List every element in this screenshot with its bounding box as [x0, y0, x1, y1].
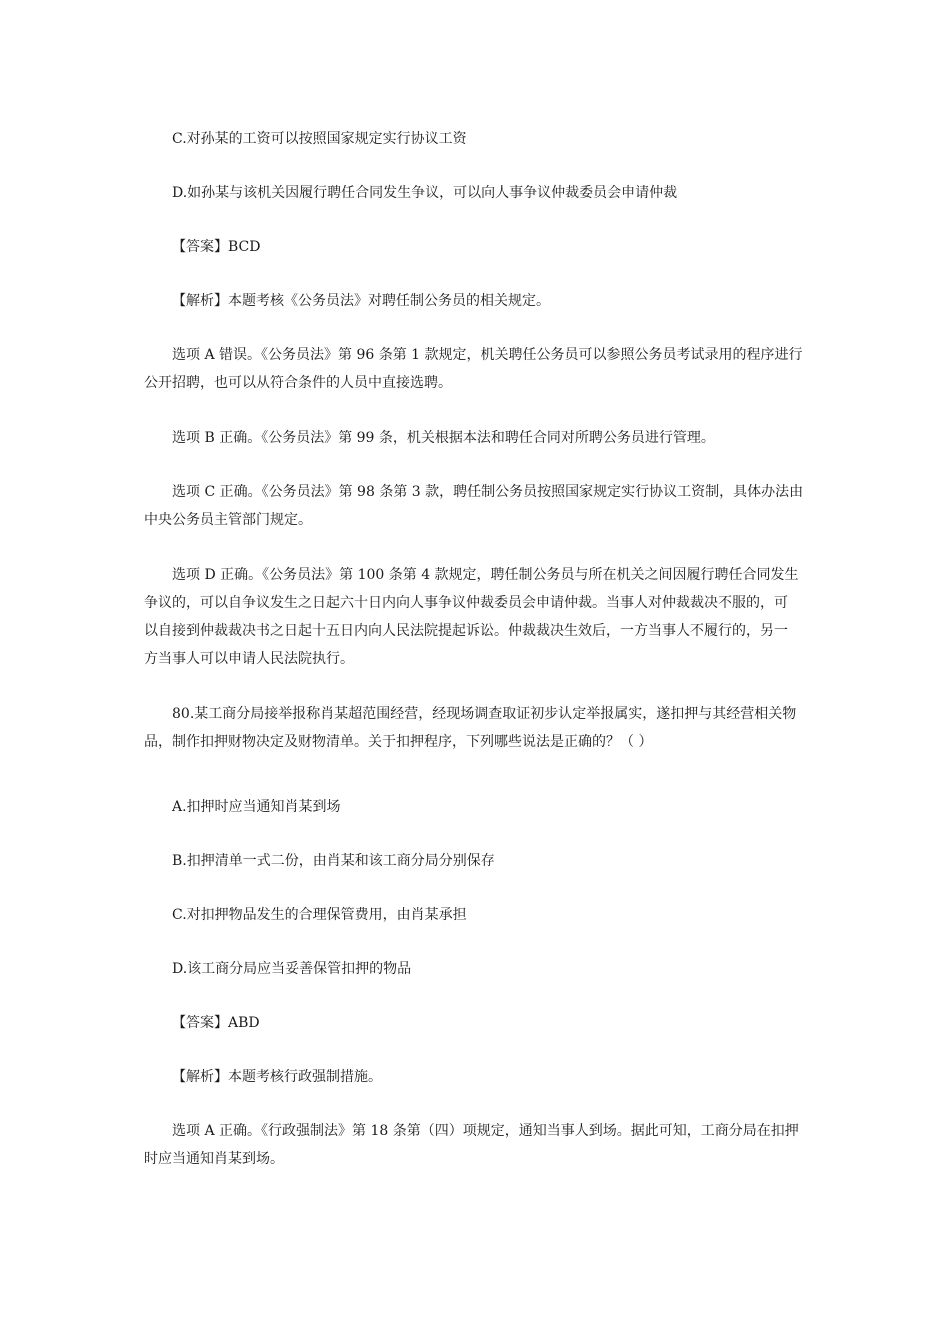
q80-question-line-2: 品，制作扣押财物决定及财物清单。关于扣押程序，下列哪些说法是正确的？（ ）	[144, 734, 653, 750]
q79-option-d: D.如孙某与该机关因履行聘任合同发生争议，可以向人事争议仲裁委员会申请仲裁	[172, 185, 678, 201]
q79-explain-a-line-2: 公开招聘，也可以从符合条件的人员中直接选聘。	[144, 375, 452, 391]
q79-explain-c-line-1: 选项 C 正确。《公务员法》第 98 条第 3 款，聘任制公务员按照国家规定实行协议工资制，具体办法由	[172, 484, 804, 500]
q80-explain-a-line-2: 时应当通知肖某到场。	[144, 1151, 284, 1167]
q80-option-d: D.该工商分局应当妥善保管扣押的物品	[172, 961, 412, 977]
q79-explain-d-line-4: 方当事人可以申请人民法院执行。	[144, 651, 354, 667]
q79-explain-d	[144, 561, 812, 673]
q79-explain-d-line-3: 以自接到仲裁裁决书之日起十五日内向人民法院提起诉讼。仲裁裁决生效后，一方当事人不履行的，另一	[144, 623, 788, 639]
q79-answer: 【答案】BCD	[172, 239, 261, 255]
q80-option-a: A.扣押时应当通知肖某到场	[172, 799, 341, 815]
q80-question	[144, 700, 812, 756]
q80-question-line-1: 80.某工商分局接举报称肖某超范围经营，经现场调查取证初步认定举报属实，遂扣押与其经营相关物	[172, 706, 797, 722]
q80-option-c: C.对扣押物品发生的合理保管费用，由肖某承担	[172, 907, 467, 923]
q80-option-b: B.扣押清单一式二份，由肖某和该工商分局分别保存	[172, 853, 495, 869]
q79-explain-a	[144, 341, 812, 397]
q80-analysis: 【解析】本题考核行政强制措施。	[172, 1069, 382, 1085]
q79-explain-c	[144, 478, 812, 534]
q80-explain-a	[144, 1117, 812, 1173]
q80-answer: 【答案】ABD	[172, 1015, 260, 1031]
q79-explain-b: 选项 B 正确。《公务员法》第 99 条，机关根据本法和聘任合同对所聘公务员进行管理。	[172, 430, 715, 446]
q79-analysis: 【解析】本题考核《公务员法》对聘任制公务员的相关规定。	[172, 293, 550, 309]
q80-explain-a-line-1: 选项 A 正确。《行政强制法》第 18 条第（四）项规定，通知当事人到场。据此可知，工商分局在扣押	[172, 1123, 799, 1139]
q79-explain-c-line-2: 中央公务员主管部门规定。	[144, 512, 312, 528]
q79-explain-d-line-2: 争议的，可以自争议发生之日起六十日内向人事争议仲裁委员会申请仲裁。当事人对仲裁裁决不服的，可	[144, 595, 788, 611]
q79-option-c: C.对孙某的工资可以按照国家规定实行协议工资	[172, 131, 467, 147]
q79-explain-a-line-1: 选项 A 错误。《公务员法》第 96 条第 1 款规定，机关聘任公务员可以参照公务员考试录用的程序进行	[172, 347, 803, 363]
q79-explain-d-line-1: 选项 D 正确。《公务员法》第 100 条第 4 款规定，聘任制公务员与所在机关之间因履行聘任合同发生	[172, 567, 799, 583]
